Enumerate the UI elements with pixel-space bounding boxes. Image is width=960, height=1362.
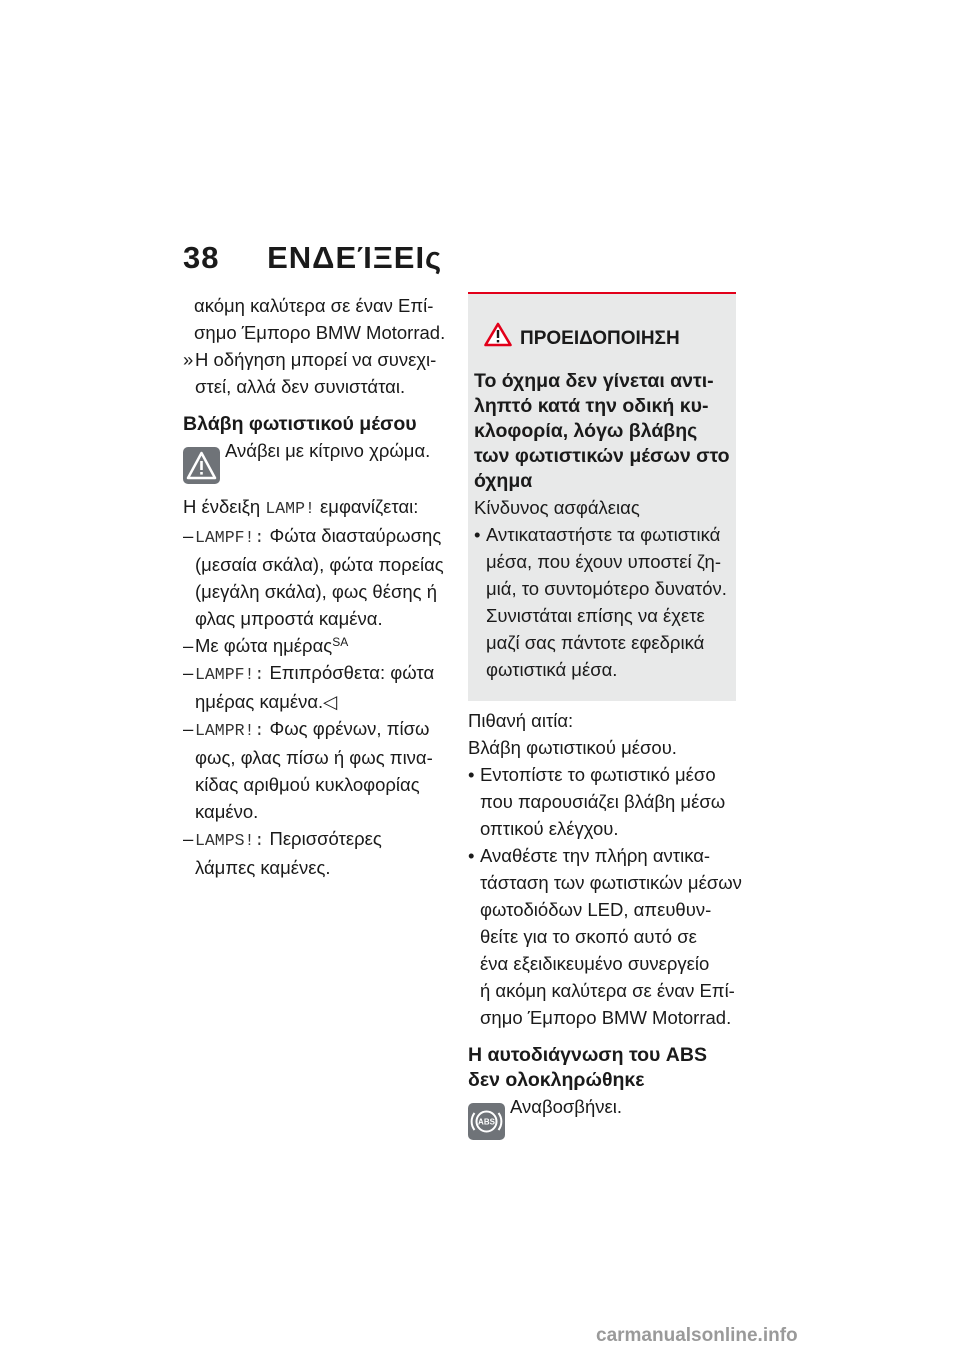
sa-superscript: SA bbox=[332, 635, 349, 649]
left-column bbox=[183, 292, 445, 881]
code-lampf: LAMPF!: bbox=[195, 665, 265, 684]
abs-warning-text: Αναβοσβήνει. bbox=[510, 1096, 622, 1117]
warning-box bbox=[468, 292, 736, 701]
warning-triangle-icon bbox=[484, 322, 512, 355]
code-lamps: LAMPS!: bbox=[195, 831, 265, 850]
list-item: – LAMPS!: Περισσότερες λάμπες καμένες. bbox=[183, 828, 382, 878]
lamp-warning-text: Ανάβει με κίτρινο χρώμα. bbox=[225, 440, 431, 461]
code-lampf: LAMPF!: bbox=[195, 528, 265, 547]
warning-triangle-icon bbox=[183, 447, 220, 484]
abs-icon-label: ABS bbox=[478, 1117, 495, 1127]
abs-warning-row bbox=[468, 1093, 736, 1149]
code-lampr: LAMPR!: bbox=[195, 721, 265, 740]
warning-header bbox=[474, 322, 728, 355]
lamp-fault-heading: Βλάβη φωτιστικού μέσου bbox=[183, 413, 417, 435]
display-code: LAMP! bbox=[265, 499, 315, 518]
abs-icon bbox=[468, 1103, 505, 1140]
page-number: 38 bbox=[183, 240, 220, 275]
page-header bbox=[183, 240, 442, 276]
list-item: – LAMPF!: Επιπρόσθετα: φώτα ημέρας καμένα.◁ bbox=[183, 662, 435, 712]
section-title: ΕΝΔΕΊΞΕΙς bbox=[267, 240, 443, 275]
warning-label: ΠΡΟΕΙΔΟΠΟΙΗΣΗ bbox=[520, 328, 680, 349]
lamp-warning-row bbox=[183, 437, 445, 493]
intro-text: ακόμη καλύτερα σε έναν Επί- σημο Έμπορο BMW Motorrad. bbox=[194, 295, 446, 343]
cause-label: Πιθανή αιτία: bbox=[468, 710, 574, 731]
danger-text: Κίνδυνος ασφάλειας bbox=[474, 497, 640, 518]
abs-heading: Η αυτοδιάγνωση του ABS δεν ολοκληρώθηκε bbox=[468, 1044, 707, 1091]
list-item: – LAMPR!: Φως φρένων, πίσω φως, φλας πίσω ή φως πινα- κίδας αριθμού κυκλοφορίας καμένο. bbox=[183, 718, 433, 822]
list-item: • Εντοπίστε το φωτιστικό μέσο που παρουσιάζει βλάβη μέσω οπτικού ελέγχου. bbox=[468, 764, 726, 839]
list-item: – Με φώτα ημέρας$^{SA}$ bbox=[183, 635, 349, 656]
step-marker: » bbox=[183, 349, 194, 370]
right-column bbox=[468, 292, 742, 1149]
cause-text: Βλάβη φωτιστικού μέσου. bbox=[468, 737, 677, 758]
warning-bullet: • Αντικαταστήστε τα φωτιστικά μέσα, που έχουν υποστεί ζη- μιά, το συντομότερο δυνατόν. Συνιστάται επίσης να έχετε μαζί σας πάντοτε εφεδρικά φωτιστικά μέσα. bbox=[474, 524, 727, 680]
display-line: Η ένδειξη LAMP! εμφανίζεται: bbox=[183, 496, 419, 518]
step-item: » Η οδήγηση μπορεί να συνεχι- στεί, αλλά δεν συνιστάται. bbox=[183, 346, 445, 400]
list-item: • Αναθέστε την πλήρη αντικα- τάσταση των φωτιστικών μέσων φωτοδιόδων LED, απευθυν- θείτε για το σκοπό αυτό σε ένα εξειδικευμένο συνεργείο ή ακόμη καλύτερα σε έναν Επί- σημο Έμπορο BMW Motorrad. bbox=[468, 845, 742, 1028]
list-item: – LAMPF!: Φώτα διασταύρωσης (μεσαία σκάλα), φώτα πορείας (μεγάλη σκάλα), φως θέσης ή φλας μπροστά καμένα. bbox=[183, 525, 444, 629]
warning-heading: Το όχημα δεν γίνεται αντι- ληπτό κατά την οδική κυ- κλοφορία, λόγω βλάβης των φωτιστικών μέσων στο όχημα bbox=[474, 370, 730, 492]
watermark: carmanualsonline.info bbox=[596, 1325, 798, 1346]
